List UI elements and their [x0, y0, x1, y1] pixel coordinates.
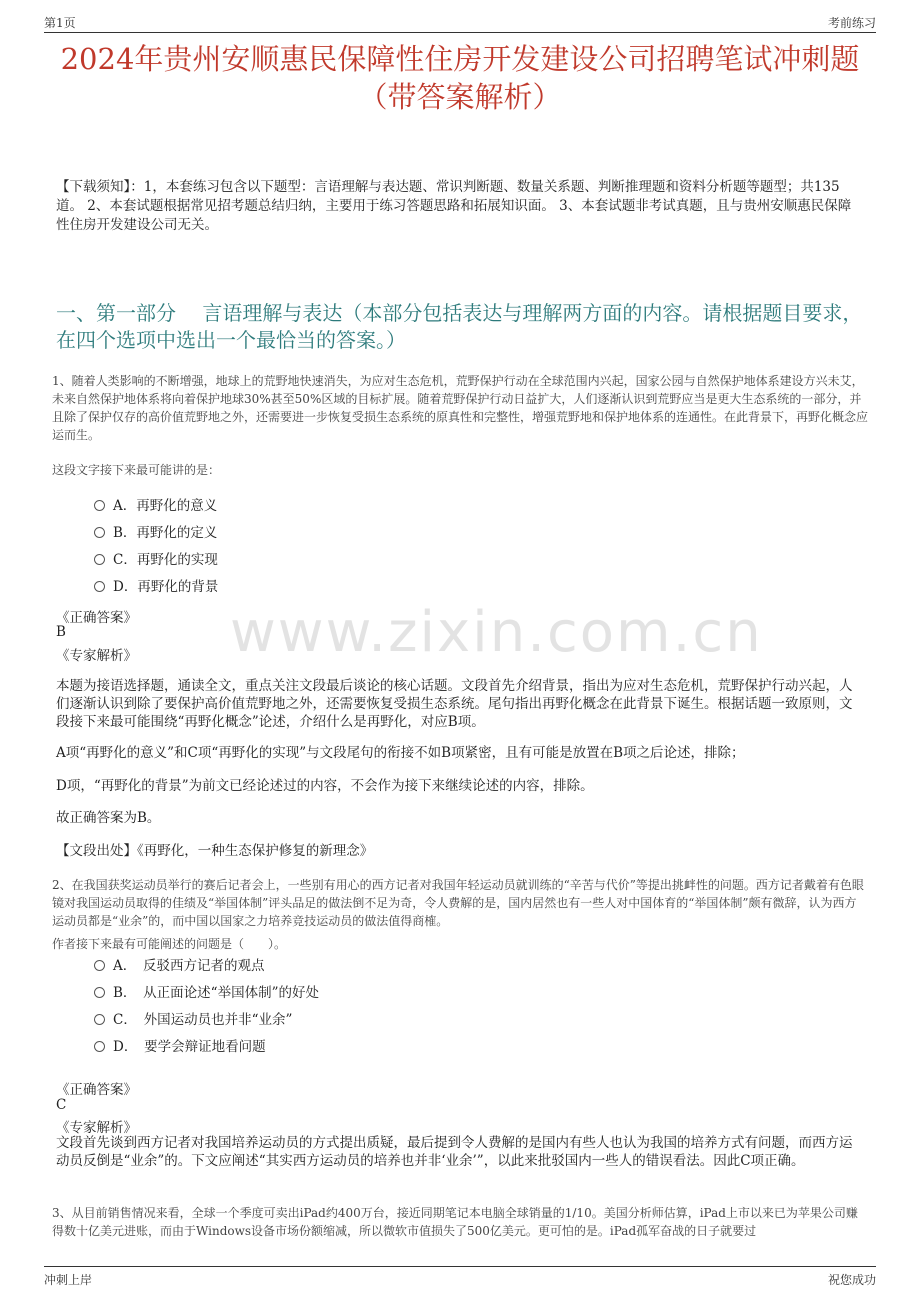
- question-1-option-c[interactable]: C．再野化的实现: [94, 550, 218, 570]
- question-2-option-b[interactable]: B． 从正面论述“举国体制”的好处: [94, 983, 319, 1003]
- question-1-option-d[interactable]: D．再野化的背景: [94, 577, 218, 597]
- question-3-text: 3、从目前销售情况来看，全球一个季度可卖出iPad约400万台，接近同期笔记本电脑全球销量的1/10。美国分析师估算，iPad上市以来已为苹果公司赚得数十亿美元进账，而由于Windows设备市场份额缩减，所以微软市值损失了500亿美元。更可怕的是。iPad孤军奋战的日子就要过: [52, 1206, 858, 1238]
- analysis-paragraph: A项“再野化的意义”和C项“再野化的实现”与文段尾句的衔接不如B项紧密，且有可能是放置在B项之后论述，排除；: [56, 745, 745, 761]
- footer-right: 祝您成功: [827, 1273, 876, 1287]
- footer-left: 冲刺上岸: [44, 1273, 93, 1287]
- question-1-option-b[interactable]: B．再野化的定义: [94, 523, 217, 543]
- analysis-label: 《专家解析》: [56, 648, 137, 664]
- question-2-option-c[interactable]: C． 外国运动员也并非“业余”: [94, 1010, 292, 1030]
- question-2-stem: 作者接下来最有可能阐述的问题是（ ）。: [52, 937, 287, 951]
- answer-label: 《正确答案》: [56, 1082, 137, 1098]
- radio-icon[interactable]: [94, 987, 105, 998]
- answer-value: C: [56, 1097, 67, 1113]
- answer-label: 《正确答案》: [56, 610, 137, 626]
- analysis-label: 《专家解析》: [56, 1120, 137, 1136]
- analysis-paragraph: 本题为接语选择题，通读全文，重点关注文段最后谈论的核心话题。文段首先介绍背景，指出为应对生态危机，荒野保护行动兴起，人们逐渐认识到除了要保护高价值荒野地之外，还需要恢复受损生态系统。尾句指出再野化概念在此背景下诞生。根据话题一致原则，文段接下来最可能围绕“再野化概念”论述，介绍什么是再野化，对应B项。: [56, 678, 853, 730]
- radio-icon[interactable]: [94, 1041, 105, 1052]
- question-2-option-a[interactable]: A． 反驳西方记者的观点: [94, 956, 265, 976]
- radio-icon[interactable]: [94, 960, 105, 971]
- analysis-paragraph: 文段首先谈到西方记者对我国培养运动员的方式提出质疑，最后提到令人费解的是国内有些人也认为我国的培养方式有问题，而西方运动员反倒是“业余”的。下文应阐述“其实西方运动员的培养也并非‘业余’”，以此来批驳国内一些人的错误看法。因此C项正确。: [56, 1135, 853, 1169]
- analysis-paragraph: D项，“再野化的背景”为前文已经论述过的内容，不会作为接下来继续论述的内容，排除。: [56, 778, 594, 794]
- answer-value: B: [56, 624, 66, 640]
- header-label: 考前练习: [827, 16, 876, 30]
- radio-icon[interactable]: [94, 581, 105, 592]
- question-1-option-a[interactable]: A．再野化的意义: [94, 496, 217, 516]
- watermark: www.zixin.com.cn: [230, 600, 763, 665]
- question-2-option-d[interactable]: D． 要学会辩证地看问题: [94, 1037, 266, 1057]
- section-heading: 一、第一部分 言语理解与表达（本部分包括表达与理解两方面的内容。请根据题目要求，在四个选项中选出一个最恰当的答案。）: [56, 301, 863, 352]
- document-title: 2024年贵州安顺惠民保障性住房开发建设公司招聘笔试冲刺题（带答案解析）: [60, 42, 860, 114]
- analysis-paragraph: 故正确答案为B。: [56, 810, 161, 826]
- page-footer: [44, 1266, 876, 1287]
- page-header: [44, 12, 876, 33]
- source-citation: 【文段出处】《再野化，一种生态保护修复的新理念》: [56, 843, 374, 859]
- question-1-stem: 这段文字接下来最可能讲的是：: [52, 463, 221, 477]
- radio-icon[interactable]: [94, 500, 105, 511]
- radio-icon[interactable]: [94, 554, 105, 565]
- question-2-text: 2、在我国获奖运动员举行的赛后记者会上，一些别有用心的西方记者对我国年轻运动员就训练的“辛苦与代价”等提出挑衅性的问题。西方记者戴着有色眼镜对我国运动员取得的佳绩及“举国体制”评头品足的做法倒不足为奇，令人费解的是，国内居然也有一些人对中国体育的“举国体制”颇有微辞，认为西方运动员都是“业余”的，而中国以国家之力培养竞技运动员的做法值得商榷。: [52, 878, 864, 928]
- download-notice: 【下载须知】：1，本套练习包含以下题型：言语理解与表达题、常识判断题、数量关系题、判断推理题和资料分析题等题型；共135道。 2、本套试题根据常见招考题总结归纳，主要用于练习答题思路和拓展知识面。 3、本套试题非考试真题，且与贵州安顺惠民保障性住房开发建设公司无关。: [56, 179, 852, 233]
- page-number: 第1页: [44, 16, 76, 30]
- question-1-text: 1、随着人类影响的不断增强，地球上的荒野地快速消失，为应对生态危机，荒野保护行动在全球范围内兴起，国家公园与自然保护地体系建设方兴未艾，未来自然保护地体系将向着保护地球30%甚至50%区域的目标扩展。随着荒野保护行动日益扩大，人们逐渐认识到荒野应当是更大生态系统的一部分，并且除了保护仅存的高价值荒野地之外，还需要进一步恢复受损生态系统的原真性和完整性，增强荒野地和保护地体系的连通性。在此背景下，再野化概念应运而生。: [52, 374, 869, 442]
- radio-icon[interactable]: [94, 527, 105, 538]
- radio-icon[interactable]: [94, 1014, 105, 1025]
